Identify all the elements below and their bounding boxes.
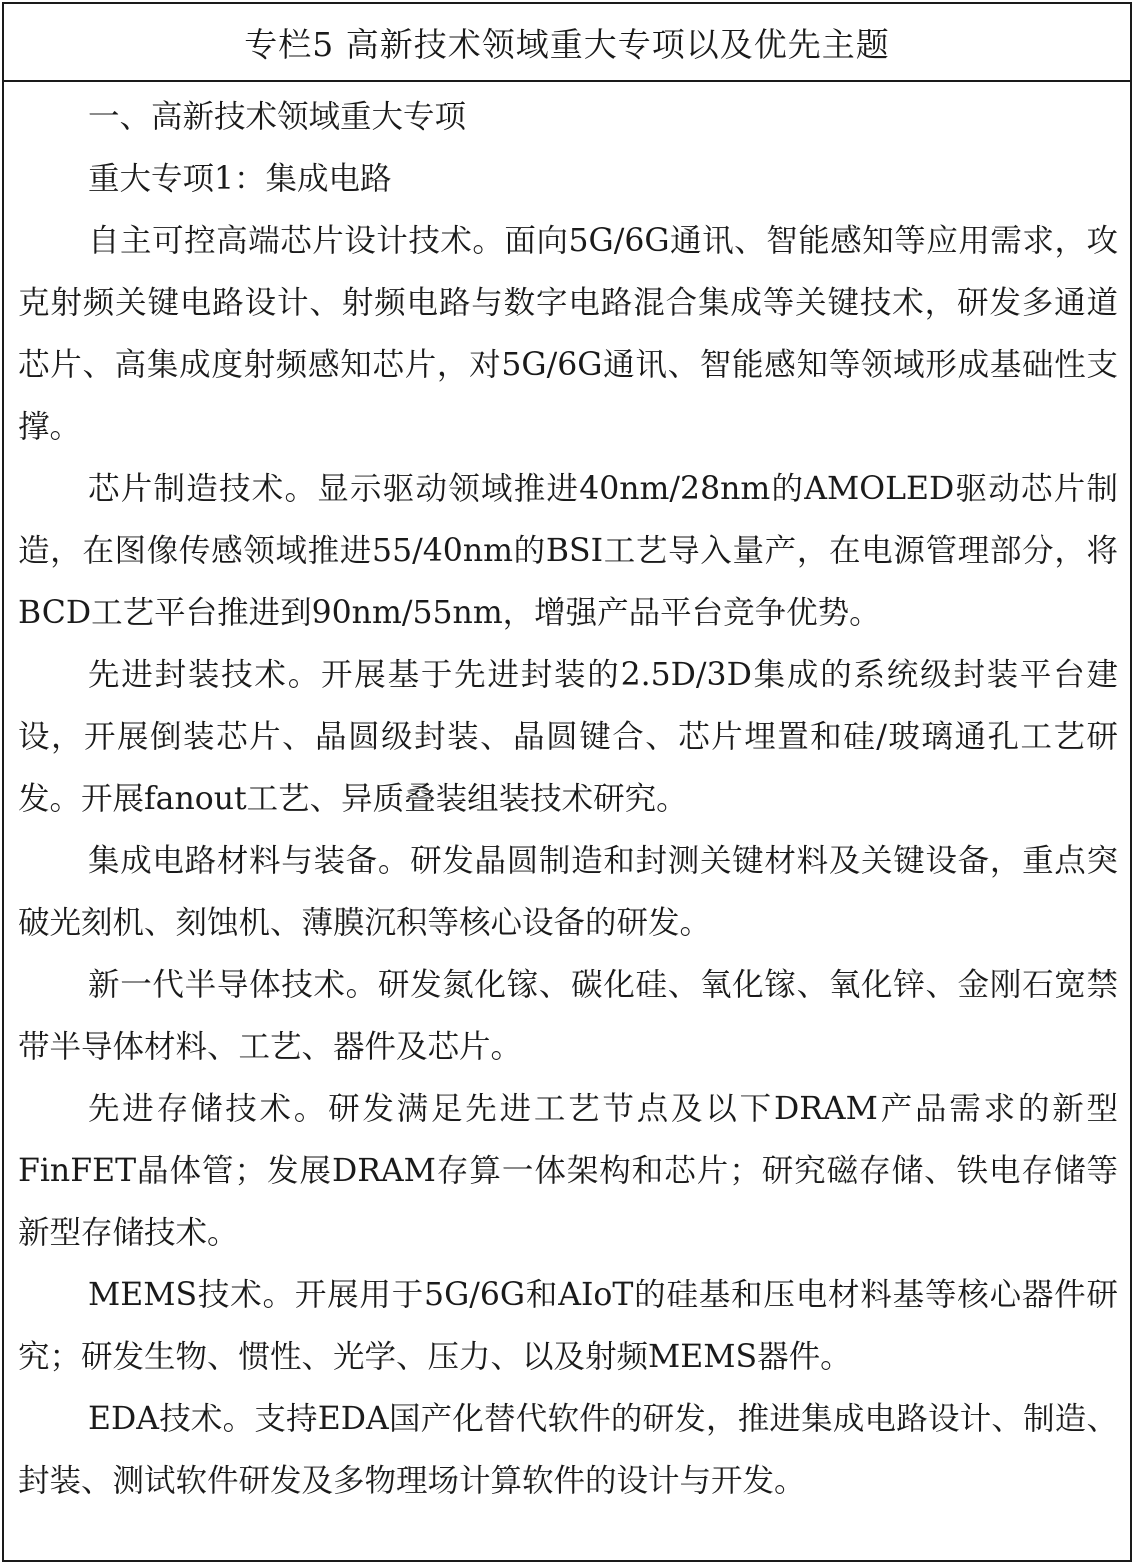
column-body [4, 86, 1130, 1512]
paragraph-eda: EDA技术。支持EDA国产化替代软件的研发，推进集成电路设计、制造、封装、测试软件研发及多物理场计算软件的设计与开发。 [18, 1401, 1118, 1499]
paragraph-materials-equipment: 集成电路材料与装备。研发晶圆制造和封测关键材料及关键设备，重点突破光刻机、刻蚀机、薄膜沉积等核心设备的研发。 [18, 843, 1118, 941]
column-box [2, 2, 1132, 1562]
column-title: 专栏5 高新技术领域重大专项以及优先主题 [4, 4, 1130, 82]
paragraph-advanced-storage: 先进存储技术。研发满足先进工艺节点及以下DRAM产品需求的新型FinFET晶体管；发展DRAM存算一体架构和芯片；研究磁存储、铁电存储等新型存储技术。 [18, 1091, 1118, 1251]
paragraph-chip-manufacturing: 芯片制造技术。显示驱动领域推进40nm/28nm的AMOLED驱动芯片制造，在图像传感领域推进55/40nm的BSI工艺导入量产，在电源管理部分，将BCD工艺平台推进到90nm/55nm，增强产品平台竞争优势。 [18, 471, 1118, 631]
project-heading: 重大专项1：集成电路 [88, 161, 392, 197]
paragraph-chip-design: 自主可控高端芯片设计技术。面向5G/6G通讯、智能感知等应用需求，攻克射频关键电路设计、射频电路与数字电路混合集成等关键技术，研发多通道芯片、高集成度射频感知芯片，对5G/6G通讯、智能感知等领域形成基础性支撑。 [18, 223, 1118, 445]
paragraph-mems: MEMS技术。开展用于5G/6G和AIoT的硅基和压电材料基等核心器件研究；研发生物、惯性、光学、压力、以及射频MEMS器件。 [18, 1277, 1118, 1375]
paragraph-new-semiconductor: 新一代半导体技术。研发氮化镓、碳化硅、氧化镓、氧化锌、金刚石宽禁带半导体材料、工艺、器件及芯片。 [18, 967, 1118, 1065]
paragraph-advanced-packaging: 先进封装技术。开展基于先进封装的2.5D/3D集成的系统级封装平台建设，开展倒装芯片、晶圆级封装、晶圆键合、芯片埋置和硅/玻璃通孔工艺研发。开展fanout工艺、异质叠装组装技术研究。 [18, 657, 1118, 817]
section-heading: 一、高新技术领域重大专项 [88, 99, 467, 135]
